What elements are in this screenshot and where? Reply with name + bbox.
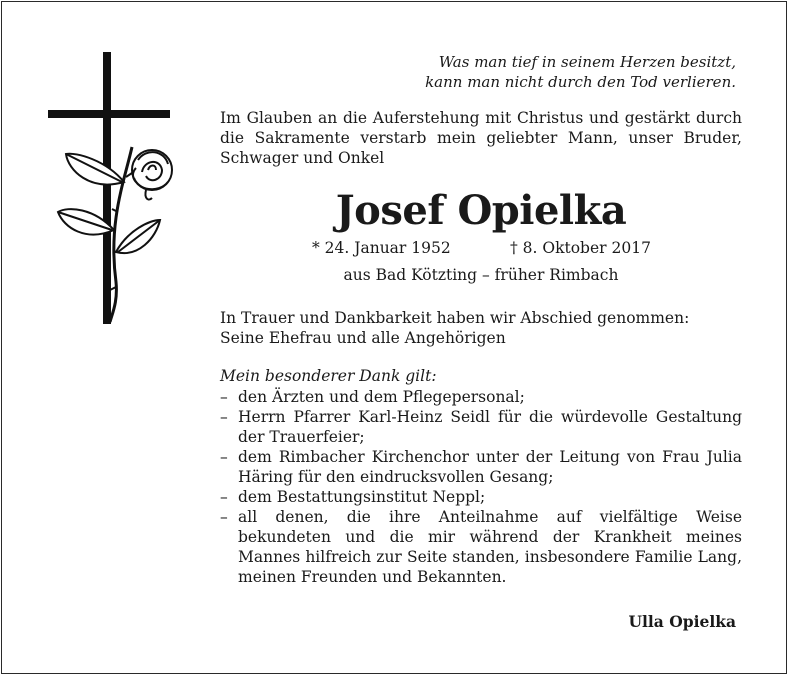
thanks-list	[220, 387, 742, 587]
list-item: – den Ärzten und dem Pflegepersonal;	[220, 387, 742, 407]
epitaph-quote	[425, 52, 736, 92]
quote-line-1: Was man tief in seinem Herzen besitzt,	[438, 53, 736, 71]
list-item: – Herrn Pfarrer Karl-Heinz Seidl für die würdevolle Gestaltung der Trauerfeier;	[220, 407, 742, 447]
thanks-heading: Mein besonderer Dank gilt:	[220, 367, 437, 385]
birth-date: * 24. Januar 1952	[312, 239, 451, 257]
death-date: † 8. Oktober 2017	[510, 239, 651, 257]
signature: Ulla Opielka	[628, 612, 736, 631]
mourning-text	[220, 308, 742, 348]
intro-text: Im Glauben an die Auferstehung mit Christus und gestärkt durch die Sakramente verstarb mein geliebter Mann, unser Bruder, Schwager und Onkel	[220, 109, 742, 167]
mourning-line-1: In Trauer und Dankbarkeit haben wir Abschied genommen:	[220, 309, 690, 327]
obituary-frame	[1, 1, 787, 674]
list-item: – dem Rimbacher Kirchenchor unter der Leitung von Frau Julia Häring für den eindrucksvollen Gesang;	[220, 447, 742, 487]
list-item: – all denen, die ihre Anteilnahme auf vielfältige Weise bekundeten und die mir während der Krankheit meines Mannes hilfreich zur Seite standen, insbesondere Familie Lang, meinen Freunden und Bekannten.	[220, 507, 742, 587]
origin-line: aus Bad Kötzting – früher Rimbach	[343, 266, 619, 284]
cross-with-rose-icon	[46, 52, 178, 324]
quote-line-2: kann man nicht durch den Tod verlieren.	[425, 73, 736, 91]
mourning-line-2: Seine Ehefrau und alle Angehörigen	[220, 329, 506, 347]
list-item: – dem Bestattungsinstitut Neppl;	[220, 487, 742, 507]
deceased-name: Josef Opielka	[335, 187, 627, 234]
